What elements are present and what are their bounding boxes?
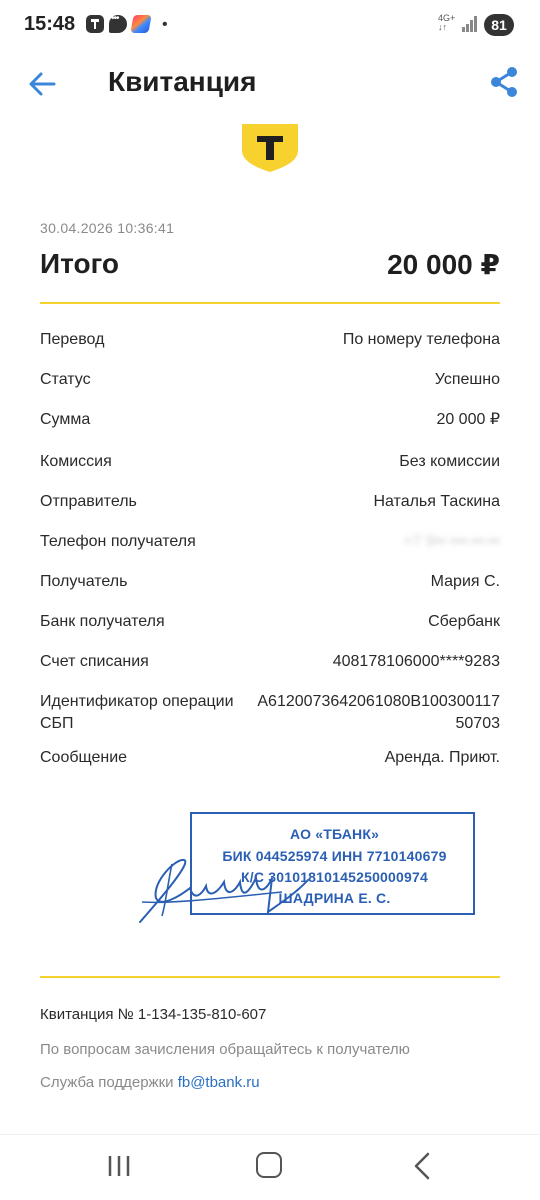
- recipient-phone-redacted: +7 9•• •••-••-••: [402, 533, 500, 550]
- row-value: Наталья Таскина: [373, 493, 500, 510]
- row-label: Комиссия: [40, 453, 112, 470]
- dot-icon: •: [162, 16, 168, 33]
- stamp-line: АО «ТБАНК»: [289, 826, 380, 842]
- page-title: Квитанция: [108, 66, 257, 97]
- row-label: Телефон получателя: [40, 533, 196, 550]
- chat-icon: [109, 15, 127, 33]
- row-value: Без комиссии: [399, 453, 500, 470]
- transaction-datetime: 30.04.2026 10:36:41: [40, 220, 175, 236]
- arrow-left-icon: [24, 66, 60, 102]
- row-label: Перевод: [40, 331, 105, 348]
- row-label: Идентификатор операции СБП: [40, 693, 234, 732]
- stamp-line: БИК 044525974 ИНН 7710140679: [222, 848, 447, 864]
- row-label: Банк получателя: [40, 613, 165, 630]
- row-value: 408178106000****9283: [332, 653, 500, 670]
- signature: [132, 842, 312, 932]
- footer-note: По вопросам зачисления обращайтесь к получателю: [40, 1041, 410, 1058]
- row-label: Сумма: [40, 411, 91, 428]
- row-label: Счет списания: [40, 653, 149, 670]
- row-label: Сообщение: [40, 749, 128, 766]
- back-button[interactable]: [24, 66, 60, 102]
- row-value: 20 000 ₽: [436, 411, 500, 428]
- support-email-link[interactable]: fb@tbank.ru: [177, 1074, 260, 1091]
- total-amount: 20 000 ₽: [387, 249, 500, 280]
- row-value: Мария С.: [430, 573, 500, 590]
- home-icon[interactable]: [256, 1152, 282, 1178]
- back-icon[interactable]: [410, 1152, 434, 1180]
- row-value: Успешно: [434, 371, 500, 388]
- share-button[interactable]: [486, 64, 522, 100]
- divider-top: [40, 302, 500, 304]
- row-value: A6120073642061080B100300117 50703: [257, 693, 500, 732]
- row-label: Получатель: [40, 573, 128, 590]
- app-icon: [130, 15, 151, 33]
- battery-icon: 81: [484, 14, 514, 36]
- status-time: 15:48: [24, 13, 76, 35]
- tbank-logo: [240, 122, 300, 174]
- total-label: Итого: [40, 248, 119, 279]
- status-bar: [0, 0, 540, 52]
- network-indicator: 4G+ ↓↑: [438, 13, 456, 32]
- support-info: [40, 1074, 260, 1091]
- system-nav-bar: [0, 1134, 540, 1200]
- share-icon: [486, 64, 522, 100]
- recent-apps-icon[interactable]: [106, 1153, 132, 1179]
- header: [0, 52, 540, 116]
- signal-icon: [462, 16, 476, 32]
- row-value: Аренда. Приют.: [384, 749, 500, 766]
- tbank-notification-icon: [86, 15, 104, 33]
- row-label: Статус: [40, 371, 91, 388]
- divider-bottom: [40, 976, 500, 978]
- stamp-line: К/С 30101810145250000974: [241, 869, 428, 885]
- receipt-number: Квитанция № 1-134-135-810-607: [40, 1006, 267, 1023]
- support-label: Служба поддержки: [40, 1074, 178, 1091]
- row-value: Сбербанк: [428, 613, 500, 630]
- stamp-line: ШАДРИНА Е. С.: [278, 890, 391, 906]
- row-value: По номеру телефона: [342, 331, 500, 348]
- row-label: Отправитель: [40, 493, 137, 510]
